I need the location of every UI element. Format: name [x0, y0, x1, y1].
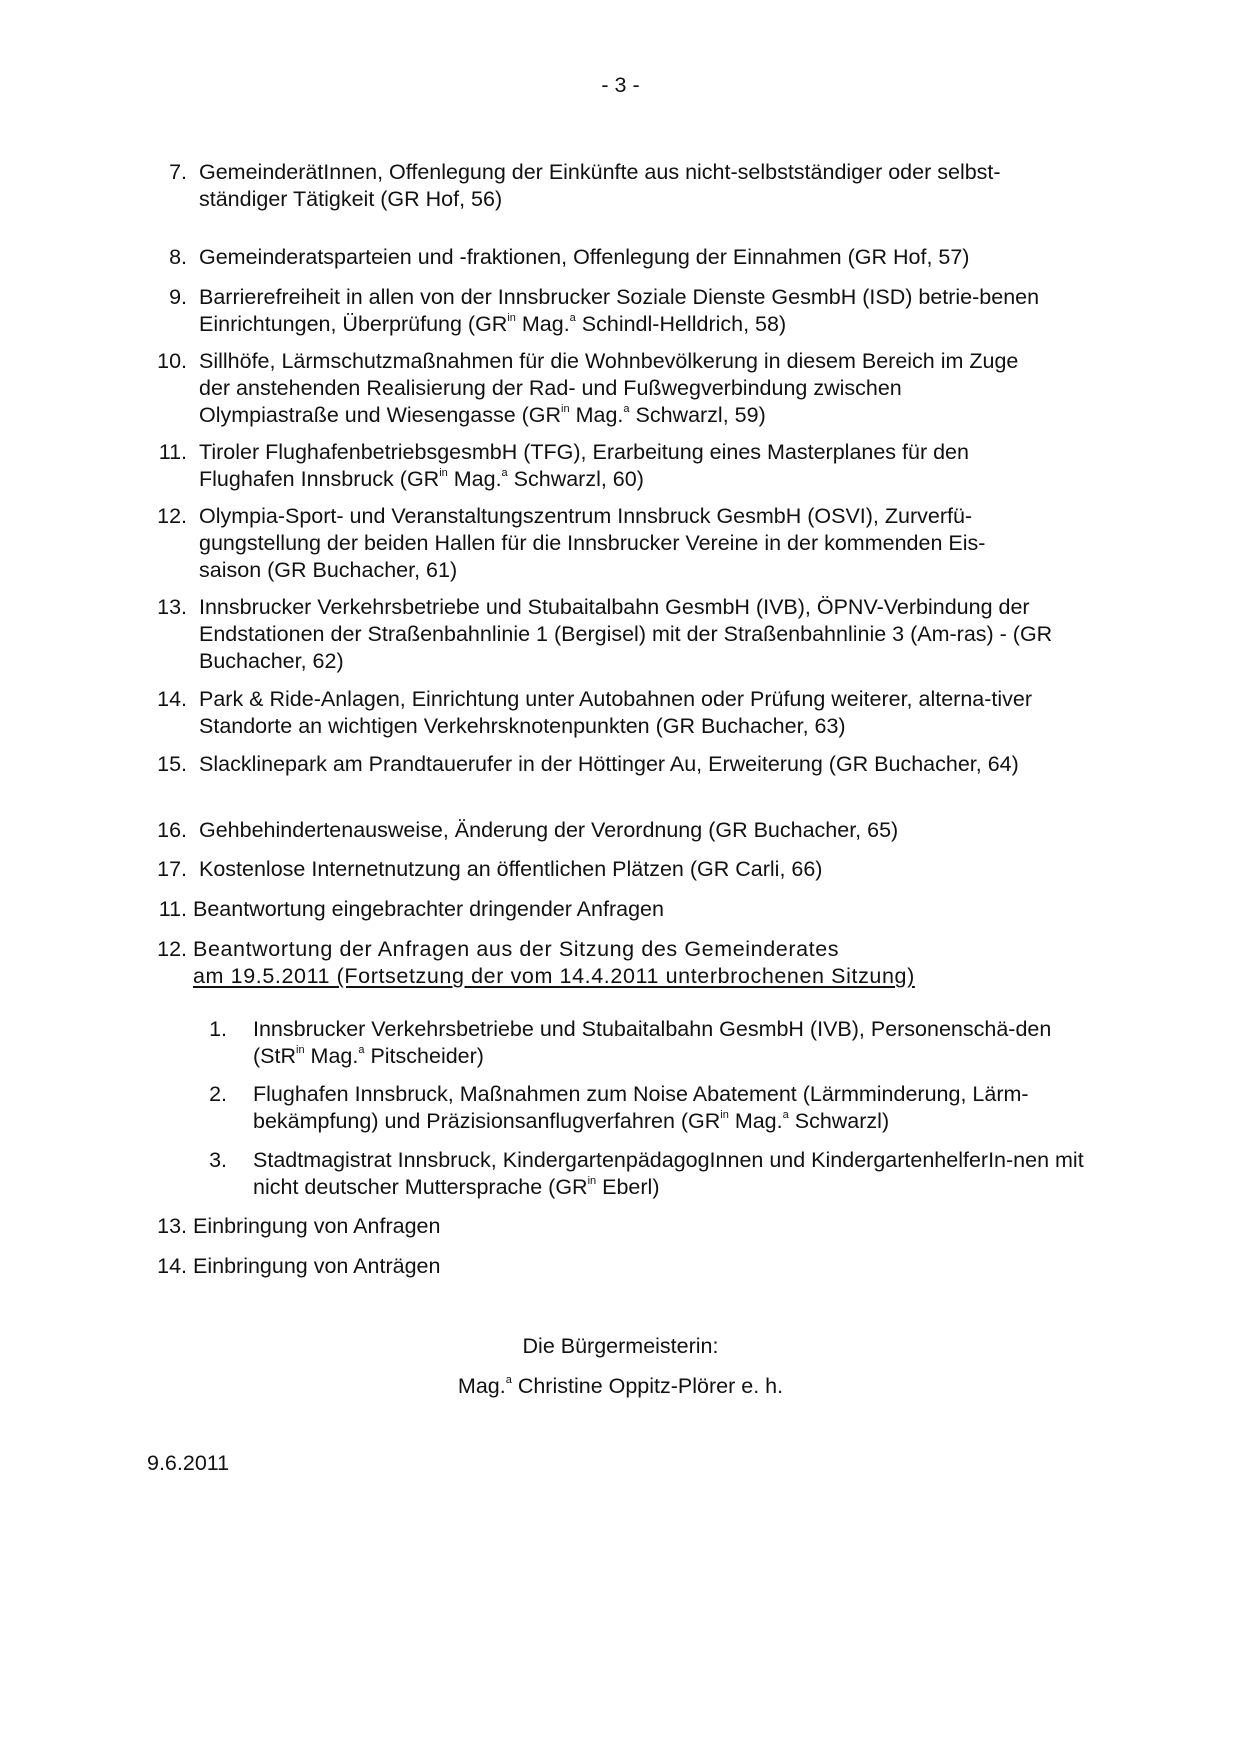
list-item-text: Tiroler FlughafenbetriebsgesmbH (TFG), Erarbeitung eines Masterplanes für den Flughafen Innsbruck ($GR^{in}$ Mag.$^a$ Schwarzl, 60)	[199, 440, 969, 491]
list-item-number: 13.	[157, 595, 187, 619]
agenda-item-text: Einbringung von Anträgen	[193, 1254, 441, 1278]
agenda-item-text: Beantwortung eingebrachter dringender Anfragen	[193, 897, 664, 921]
list-item-text: Barrierefreiheit in allen von der Innsbrucker Soziale Dienste GesmbH (ISD) betrie-benen Einrichtungen, Überprüfung ($GR^{in}$ Mag.$^a$ Schindl-Helldrich, 58)	[199, 285, 1040, 336]
agenda-item-text: Einbringung von Anfragen	[193, 1214, 441, 1238]
page-number: - 3 -	[601, 73, 640, 97]
list-item-number: 7.	[169, 160, 187, 184]
question-item-number: 2.	[209, 1082, 227, 1106]
list-item-text: Slacklinepark am Prandtauerufer in der Höttinger Au, Erweiterung (GR Buchacher, 64)	[199, 752, 1019, 776]
agenda-item-subheading: am 19.5.2011 (Fortsetzung der vom 14.4.2011 unterbrochenen Sitzung)	[193, 964, 915, 988]
agenda-item-number: 13.	[157, 1214, 187, 1238]
document-date: 9.6.2011	[147, 1451, 230, 1475]
agenda-item-number: 14.	[157, 1254, 187, 1278]
agenda-item-heading: Beantwortung der Anfragen aus der Sitzung des Gemeinderates	[193, 937, 840, 961]
question-item-text: Flughafen Innsbruck, Maßnahmen zum Noise Abatement (Lärmminderung, Lärm-bekämpfung) und Präzisionsanflugverfahren ($GR^{in}$ Mag.$^a$ Schwarzl)	[253, 1082, 1029, 1133]
list-item-text: GemeinderätInnen, Offenlegung der Einkünfte aus nicht-selbstständiger oder selbst-ständiger Tätigkeit (GR Hof, 56)	[199, 160, 1001, 211]
signature-title: Die Bürgermeisterin:	[522, 1334, 719, 1358]
list-item-number: 10.	[157, 349, 187, 373]
agenda-item-number: 12.	[157, 937, 187, 961]
list-item-text: Park & Ride-Anlagen, Einrichtung unter Autobahnen oder Prüfung weiterer, alterna-tiver Standorte an wichtigen Verkehrsknotenpunkten (GR Buchacher, 63)	[199, 687, 1033, 738]
list-item-text: Gemeinderatsparteien und -fraktionen, Offenlegung der Einnahmen (GR Hof, 57)	[199, 245, 970, 269]
agenda-item-text	[193, 936, 1093, 990]
list-item-number: 15.	[157, 752, 187, 776]
list-item-number: 14.	[157, 687, 187, 711]
list-item-number: 17.	[157, 857, 187, 881]
question-item-number: 3.	[209, 1148, 227, 1172]
list-item-number: 9.	[169, 285, 187, 309]
agenda-item-number: 11.	[158, 897, 187, 921]
list-item-text: Gehbehindertenausweise, Änderung der Verordnung (GR Buchacher, 65)	[199, 818, 899, 842]
list-item-number: 8.	[169, 245, 187, 269]
list-item-text: Olympia-Sport- und Veranstaltungszentrum Innsbruck GesmbH (OSVI), Zurverfü-gungstellung der beiden Hallen für die Innsbrucker Vereine in der kommenden Eis-saison (GR Buchacher, 61)	[199, 504, 986, 582]
list-item-number: 16.	[157, 818, 187, 842]
list-item-number: 12.	[157, 504, 187, 528]
list-item-text: Sillhöfe, Lärmschutzmaßnahmen für die Wohnbevölkerung in diesem Bereich im Zuge der anstehenden Realisierung der Rad- und Fußwegverbindung zwischen Olympiastraße und Wiesengasse ($GR^{in}$ Mag.$^a$ Schwarzl, 59)	[199, 349, 1019, 427]
list-item-number: 11.	[158, 440, 187, 464]
list-item-text: Kostenlose Internetnutzung an öffentlichen Plätzen (GR Carli, 66)	[199, 857, 823, 881]
list-item-text: Innsbrucker Verkehrsbetriebe und Stubaitalbahn GesmbH (IVB), ÖPNV-Verbindung der Endstationen der Straßenbahnlinie 1 (Bergisel) mit der Straßenbahnlinie 3 (Am-ras) - (GR Buchacher, 62)	[199, 595, 1053, 673]
question-item-text: Innsbrucker Verkehrsbetriebe und Stubaitalbahn GesmbH (IVB), Personenschä-den (StR$^{in}$ Mag.$^a$ Pitscheider)	[253, 1017, 1052, 1068]
question-item-text: Stadtmagistrat Innsbruck, KindergartenpädagogInnen und KindergartenhelferIn-nen mit nicht deutscher Muttersprache ($GR^{in}$ Eberl)	[253, 1148, 1084, 1199]
signature-name: Mag.$^a$ Christine Oppitz-Plörer e. h.	[457, 1373, 784, 1398]
question-item-number: 1.	[209, 1017, 227, 1041]
